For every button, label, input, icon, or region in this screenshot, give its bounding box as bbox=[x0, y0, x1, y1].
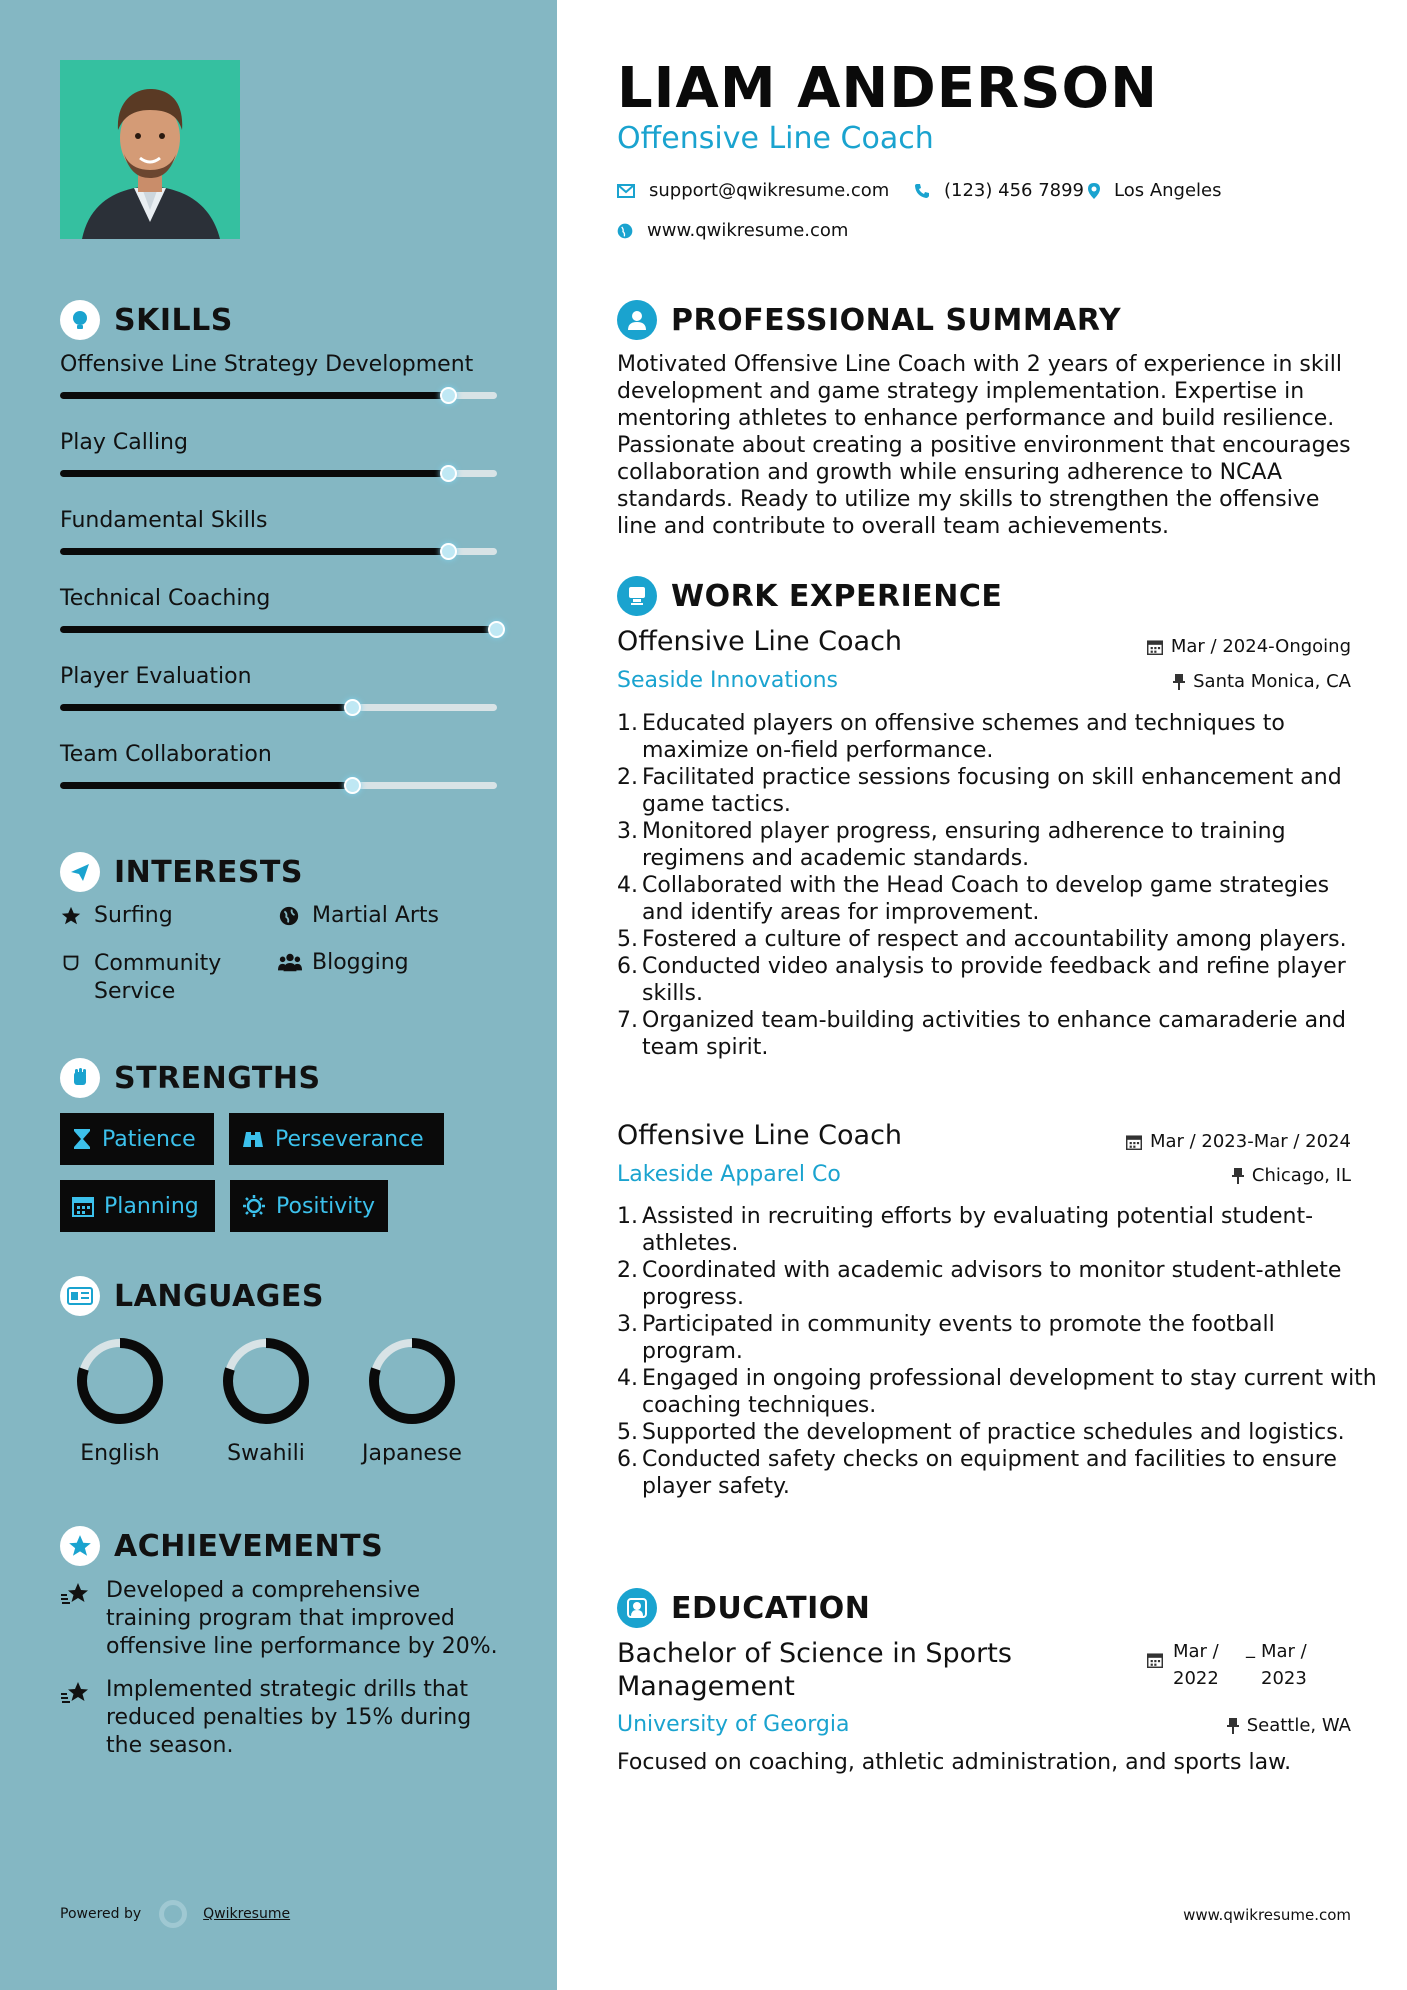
skill-item bbox=[60, 586, 500, 611]
achievement-item bbox=[60, 1577, 500, 1661]
duty-text: Monitored player progress, ensuring adherence to training regimens and academic standards. bbox=[642, 819, 1286, 871]
users-icon bbox=[278, 952, 300, 980]
duty-number: 5. bbox=[617, 927, 638, 952]
qwikresume-link[interactable]: Qwikresume bbox=[203, 1906, 291, 1922]
duty-item bbox=[617, 1446, 1377, 1500]
skills-title: SKILLS bbox=[114, 302, 233, 338]
interest-item bbox=[278, 903, 439, 933]
summary-text: Motivated Offensive Line Coach with 2 years of experience in skill development and game strategy implementation. Expertise in mentoring athletes to enhance performance and build resilience. Passionate about creating a positive environment that encourages collaboration and growth while ensuring adherence to NCAA standards. Ready to utilize my skills to strengthen the offensive line and contribute to overall team achievements. bbox=[617, 352, 1351, 539]
duty-number: 6. bbox=[617, 1447, 638, 1472]
strengths-title: STRENGTHS bbox=[114, 1060, 321, 1096]
skill-item bbox=[60, 430, 500, 455]
skill-name: Offensive Line Strategy Development bbox=[60, 352, 474, 377]
footer-url[interactable]: www.qwikresume.com bbox=[1183, 1906, 1351, 1924]
language-ring bbox=[218, 1333, 314, 1429]
job-dates bbox=[1147, 636, 1351, 657]
strength-label: Perseverance bbox=[275, 1126, 424, 1152]
education-end-month: Mar / bbox=[1261, 1641, 1307, 1662]
language-item bbox=[352, 1333, 472, 1466]
duty-number: 4. bbox=[617, 1366, 638, 1391]
graduate-icon bbox=[617, 1588, 657, 1628]
website-text: www.qwikresume.com bbox=[647, 220, 849, 241]
education-end bbox=[1261, 1638, 1321, 1692]
achievement-text: Developed a comprehensive training program that improved offensive line performance by 20%. bbox=[106, 1578, 498, 1659]
job-dates-text: Mar / 2023-Mar / 2024 bbox=[1149, 1131, 1351, 1152]
summary-title: PROFESSIONAL SUMMARY bbox=[671, 302, 1122, 338]
powered-by bbox=[60, 1900, 290, 1928]
duty-number: 1. bbox=[617, 711, 638, 736]
skill-bar bbox=[60, 548, 497, 555]
education-dates bbox=[1147, 1638, 1321, 1692]
language-item bbox=[206, 1333, 326, 1466]
globe-icon bbox=[617, 223, 633, 239]
job-title: Offensive Line Coach bbox=[617, 1120, 903, 1151]
pushpin-icon bbox=[1227, 1718, 1239, 1734]
degree-title: Bachelor of Science in Sports Management bbox=[617, 1638, 1012, 1702]
fist-icon bbox=[60, 1058, 100, 1098]
job-title: Offensive Line Coach bbox=[617, 626, 903, 657]
candidate-title: Offensive Line Coach bbox=[617, 121, 934, 156]
contact-phone[interactable] bbox=[914, 180, 1084, 201]
achievements-title: ACHIEVEMENTS bbox=[114, 1528, 384, 1564]
education-heading bbox=[617, 1588, 870, 1628]
duty-item bbox=[617, 1311, 1377, 1365]
skill-item bbox=[60, 664, 500, 689]
language-card-icon bbox=[60, 1276, 100, 1316]
duty-item bbox=[617, 1007, 1377, 1061]
strength-badge bbox=[60, 1113, 214, 1165]
skill-item bbox=[60, 508, 500, 533]
duty-number: 6. bbox=[617, 954, 638, 979]
skill-name: Team Collaboration bbox=[60, 742, 272, 767]
skill-bar bbox=[60, 704, 497, 711]
phone-icon bbox=[914, 183, 930, 199]
star-badge-icon bbox=[60, 1526, 100, 1566]
duty-text: Assisted in recruiting efforts by evaluating potential student-athletes. bbox=[642, 1204, 1314, 1256]
education-title: EDUCATION bbox=[671, 1590, 871, 1626]
lightbulb-icon bbox=[60, 300, 100, 340]
skill-bar-knob bbox=[440, 465, 457, 482]
duty-number: 5. bbox=[617, 1420, 638, 1445]
achievement-item bbox=[60, 1676, 500, 1760]
skill-name: Technical Coaching bbox=[60, 586, 271, 611]
duty-item bbox=[617, 926, 1377, 953]
skill-name: Player Evaluation bbox=[60, 664, 252, 689]
duty-item bbox=[617, 710, 1377, 764]
phone-text: (123) 456 7899 bbox=[944, 180, 1085, 201]
duty-number: 2. bbox=[617, 765, 638, 790]
strength-label: Positivity bbox=[276, 1193, 376, 1219]
job-dates bbox=[1126, 1131, 1351, 1152]
interest-label: Martial Arts bbox=[312, 903, 440, 928]
job-company: Seaside Innovations bbox=[617, 668, 838, 693]
education-start-month: Mar / bbox=[1173, 1641, 1219, 1662]
contact-website[interactable] bbox=[617, 220, 848, 241]
education-description: Focused on coaching, athletic administration, and sports law. bbox=[617, 1750, 1292, 1775]
globe-icon bbox=[278, 905, 300, 933]
strength-badge bbox=[230, 1180, 388, 1232]
duty-text: Facilitated practice sessions focusing on skill enhancement and game tactics. bbox=[642, 765, 1342, 817]
pushpin-icon bbox=[1173, 674, 1185, 690]
main-column bbox=[557, 0, 1407, 1990]
languages-heading bbox=[60, 1276, 324, 1316]
duty-text: Coordinated with academic advisors to monitor student-athlete progress. bbox=[642, 1258, 1342, 1310]
email-text: support@qwikresume.com bbox=[649, 180, 890, 201]
paper-plane-icon bbox=[60, 852, 100, 892]
skill-item bbox=[60, 742, 500, 767]
duty-number: 3. bbox=[617, 819, 638, 844]
interest-item bbox=[60, 950, 260, 1006]
skill-bar-knob bbox=[344, 777, 361, 794]
language-ring bbox=[72, 1333, 168, 1429]
job-company: Lakeside Apparel Co bbox=[617, 1162, 841, 1187]
job-location bbox=[1232, 1165, 1351, 1186]
experience-heading bbox=[617, 576, 1002, 616]
duty-number: 3. bbox=[617, 1312, 638, 1337]
pushpin-icon bbox=[1232, 1168, 1244, 1184]
envelope-icon bbox=[617, 184, 635, 198]
duty-text: Educated players on offensive schemes and techniques to maximize on-field performance. bbox=[642, 711, 1285, 763]
language-item bbox=[60, 1333, 180, 1466]
candidate-name: LIAM ANDERSON bbox=[617, 56, 1158, 121]
interests-title: INTERESTS bbox=[114, 854, 303, 890]
skill-bar-knob bbox=[344, 699, 361, 716]
strengths-heading bbox=[60, 1058, 321, 1098]
skill-bar-knob bbox=[488, 621, 505, 638]
skill-name: Play Calling bbox=[60, 430, 188, 455]
location-text: Los Angeles bbox=[1114, 180, 1222, 201]
achievements-heading bbox=[60, 1526, 383, 1566]
language-name: Swahili bbox=[227, 1441, 305, 1466]
sidebar bbox=[0, 0, 557, 1990]
star-icon bbox=[60, 905, 82, 933]
languages-title: LANGUAGES bbox=[114, 1278, 324, 1314]
duty-number: 2. bbox=[617, 1258, 638, 1283]
duty-item bbox=[617, 1257, 1377, 1311]
skill-item bbox=[60, 352, 500, 377]
skill-bar-fill bbox=[60, 626, 497, 633]
interest-label: Community Service bbox=[94, 951, 222, 1004]
duty-item bbox=[617, 1419, 1377, 1446]
skill-bar bbox=[60, 392, 497, 399]
contact-location bbox=[1088, 180, 1222, 201]
education-start-year: 2022 bbox=[1173, 1668, 1219, 1689]
user-icon bbox=[617, 300, 657, 340]
achievement-text: Implemented strategic drills that reduced penalties by 15% during the season. bbox=[106, 1677, 472, 1758]
summary-heading bbox=[617, 300, 1121, 340]
date-separator: _ bbox=[1246, 1638, 1255, 1659]
interest-item bbox=[60, 903, 173, 933]
education-location bbox=[1227, 1715, 1351, 1736]
map-pin-icon bbox=[1088, 183, 1100, 199]
education-end-year: 2023 bbox=[1261, 1668, 1307, 1689]
skill-bar-fill bbox=[60, 392, 449, 399]
language-name: Japanese bbox=[362, 1441, 462, 1466]
duty-text: Organized team-building activities to enhance camaraderie and team spirit. bbox=[642, 1008, 1346, 1060]
duty-text: Collaborated with the Head Coach to develop game strategies and identify areas for improvement. bbox=[642, 873, 1330, 925]
duty-number: 1. bbox=[617, 1204, 638, 1229]
interest-label: Surfing bbox=[94, 903, 173, 928]
skill-bar-knob bbox=[440, 543, 457, 560]
job-dates-text: Mar / 2024-Ongoing bbox=[1170, 636, 1351, 657]
duty-text: Engaged in ongoing professional development to stay current with coaching techniques. bbox=[642, 1366, 1377, 1418]
job-location bbox=[1173, 671, 1351, 692]
duty-item bbox=[617, 953, 1377, 1007]
skill-bar bbox=[60, 782, 497, 789]
profile-photo bbox=[60, 60, 240, 239]
duty-number: 4. bbox=[617, 873, 638, 898]
education-start bbox=[1173, 1638, 1233, 1692]
school-name: University of Georgia bbox=[617, 1712, 850, 1737]
skill-bar-knob bbox=[440, 387, 457, 404]
duty-number: 7. bbox=[617, 1008, 638, 1033]
skill-bar bbox=[60, 626, 497, 633]
skills-heading bbox=[60, 300, 233, 340]
duty-text: Conducted video analysis to provide feedback and refine player skills. bbox=[642, 954, 1346, 1006]
duty-item bbox=[617, 1365, 1377, 1419]
duty-item bbox=[617, 1203, 1377, 1257]
contact-email[interactable] bbox=[617, 180, 889, 201]
presenter-icon bbox=[617, 576, 657, 616]
star-hand-icon bbox=[60, 1581, 92, 1611]
duty-text: Conducted safety checks on equipment and facilities to ensure player safety. bbox=[642, 1447, 1337, 1499]
strength-label: Planning bbox=[104, 1193, 199, 1219]
calendar-icon bbox=[72, 1195, 94, 1217]
interests-heading bbox=[60, 852, 303, 892]
strength-badge bbox=[229, 1113, 444, 1165]
duty-item bbox=[617, 764, 1377, 818]
language-name: English bbox=[80, 1441, 160, 1466]
interest-item bbox=[278, 950, 409, 980]
sun-icon bbox=[242, 1194, 266, 1218]
language-ring bbox=[364, 1333, 460, 1429]
duty-item bbox=[617, 872, 1377, 926]
strength-label: Patience bbox=[102, 1126, 196, 1152]
strength-badge bbox=[60, 1180, 215, 1232]
hourglass-icon bbox=[72, 1128, 92, 1150]
job-duties bbox=[617, 710, 1377, 1061]
skill-bar-fill bbox=[60, 704, 353, 711]
skill-bar-fill bbox=[60, 470, 449, 477]
powered-by-label: Powered by bbox=[60, 1906, 142, 1922]
binoculars-icon bbox=[241, 1129, 265, 1149]
skill-name: Fundamental Skills bbox=[60, 508, 268, 533]
duty-text: Fostered a culture of respect and accountability among players. bbox=[642, 927, 1347, 952]
skill-bar-fill bbox=[60, 782, 353, 789]
skill-bar bbox=[60, 470, 497, 477]
job-location-text: Chicago, IL bbox=[1251, 1165, 1351, 1186]
duty-item bbox=[617, 818, 1377, 872]
hand-icon bbox=[60, 952, 82, 980]
calendar-icon bbox=[1147, 639, 1163, 655]
interest-label: Blogging bbox=[312, 950, 409, 975]
calendar-icon bbox=[1147, 1652, 1163, 1668]
experience-title: WORK EXPERIENCE bbox=[671, 578, 1003, 614]
education-location-text: Seattle, WA bbox=[1246, 1715, 1351, 1736]
job-location-text: Santa Monica, CA bbox=[1193, 671, 1351, 692]
job-duties bbox=[617, 1203, 1377, 1500]
qwikresume-logo-icon bbox=[159, 1900, 187, 1928]
calendar-icon bbox=[1126, 1134, 1142, 1150]
star-hand-icon bbox=[60, 1680, 92, 1710]
duty-text: Supported the development of practice schedules and logistics. bbox=[642, 1420, 1345, 1445]
duty-text: Participated in community events to promote the football program. bbox=[642, 1312, 1275, 1364]
skill-bar-fill bbox=[60, 548, 449, 555]
